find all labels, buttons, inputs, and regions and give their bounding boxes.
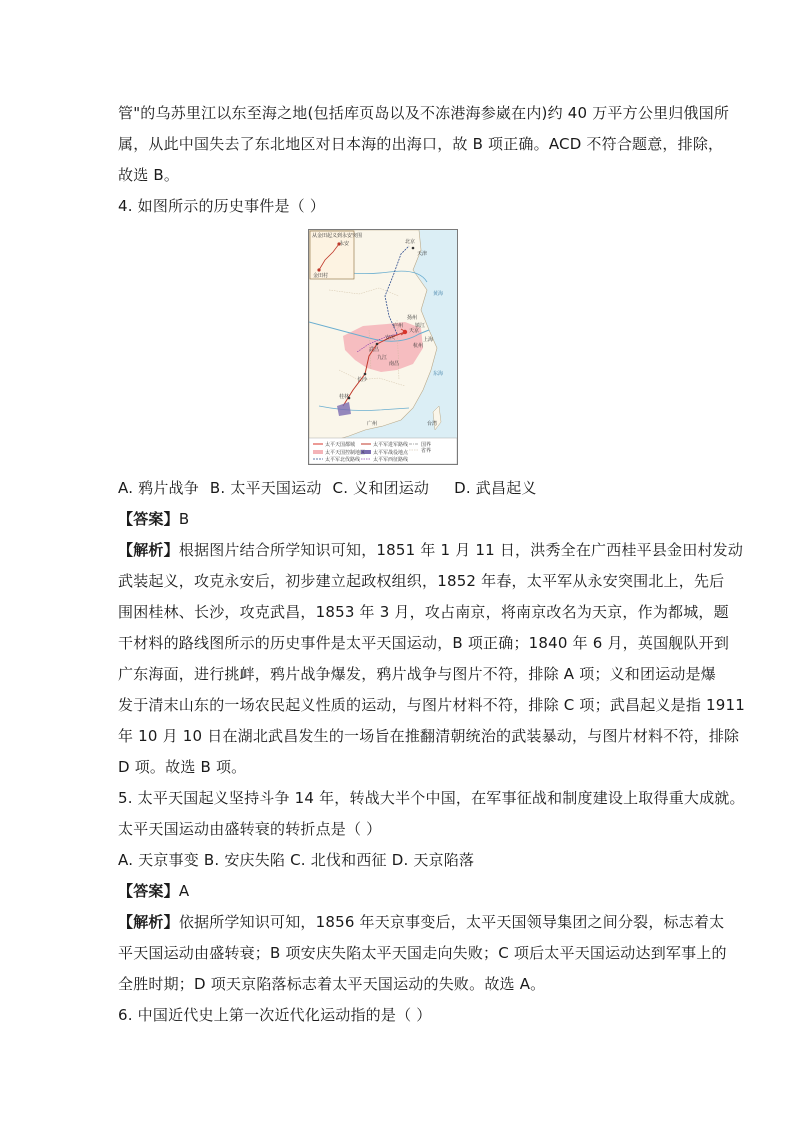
analysis-line: 发于清末山东的一场农民起义性质的运动，与图片材料不符，排除 C 项；武昌起义是指 1911	[118, 696, 745, 714]
map-label: 庐州	[393, 323, 404, 329]
analysis-line: D 项。故选 B 项。	[118, 758, 247, 776]
question-4-answer	[118, 509, 189, 529]
map-legend-item: 太平军北伐路线	[325, 457, 361, 463]
map-label: 南昌	[389, 361, 400, 367]
map-label: 镇江	[415, 323, 426, 329]
analysis-tag: 【解析】	[118, 913, 179, 931]
option-d: D. 天京陷落	[391, 851, 475, 869]
text-line: 属，从此中国失去了东北地区对日本海的出海口，故 B 项正确。ACD 不符合题意，排除，	[118, 135, 724, 153]
question-5-stem: 太平天国运动由盛转衰的转折点是（ ）	[118, 820, 382, 838]
map-legend-item: 太平军战役地点	[373, 450, 409, 456]
question-5-options	[118, 850, 474, 870]
option-c: C. 北伐和西征	[290, 851, 387, 869]
option-a: A. 天京事变	[118, 851, 199, 869]
question-5-stem: 5. 太平天国起义坚持斗争 14 年，转战大半个中国，在军事征战和制度建设上取得重大成就。	[118, 789, 745, 807]
option-c: C. 义和团运动	[332, 479, 430, 497]
map-label: 安庆	[385, 335, 396, 341]
map-legend-item: 太平天国控制地区	[325, 450, 366, 456]
analysis-tag: 【解析】	[118, 541, 179, 559]
map-label: 广州	[367, 421, 378, 427]
map-label: 北京	[405, 239, 416, 245]
analysis-line: 【解析】根据图片结合所学知识可知，1851 年 1 月 11 日，洪秀全在广西桂平县金田村发动	[118, 541, 744, 559]
map-label: 上海	[423, 337, 434, 343]
map-label: 黄海	[433, 291, 444, 297]
analysis-line: 全胜时期；D 项天京陷落标志着太平天国运动的失败。故选 A。	[118, 975, 546, 993]
map-label: 天津	[417, 251, 428, 257]
map-label: 长沙	[357, 377, 368, 383]
analysis-line: 围困桂林、长沙，攻克武昌，1853 年 3 月，攻占南京，将南京改名为天京，作为都城，题	[118, 603, 729, 621]
map-legend-item: 国界	[421, 442, 432, 448]
answer-tag: 【答案】	[118, 882, 179, 900]
analysis-line: 【解析】依据所学知识可知，1856 年天京事变后，太平天国领导集团之间分裂，标志着太	[118, 913, 725, 931]
question-6-stem: 6. 中国近代史上第一次近代化运动指的是（ ）	[118, 1006, 432, 1024]
map-label: 东海	[433, 371, 444, 377]
text-line: 管"的乌苏里江以东至海之地(包括库页岛以及不冻港海参崴在内)约 40 万平方公里归俄国所	[118, 104, 730, 122]
map-label: 永安	[339, 241, 350, 247]
map-inset-title: 从金田起义到永安突围	[312, 233, 363, 239]
map-label: 九江	[377, 355, 388, 361]
answer-value: A	[178, 882, 190, 900]
answer-tag: 【答案】	[118, 510, 179, 528]
map-label: 武昌	[369, 347, 380, 353]
analysis-line: 干材料的路线图所示的历史事件是太平天国运动，B 项正确；1840 年 6 月，英国舰队开到	[118, 634, 730, 652]
question-4-stem: 4. 如图所示的历史事件是（ ）	[118, 197, 326, 215]
map-drawing	[309, 230, 457, 464]
map-label: 台湾	[427, 421, 438, 427]
map-label: 桂林	[339, 394, 350, 400]
map-legend-item: 太平军进军路线	[373, 442, 409, 448]
map-label: 金田村	[313, 273, 329, 279]
map-legend-item: 省界	[421, 448, 432, 454]
text-line: 故选 B。	[118, 166, 180, 184]
map-legend-item: 太平军西征路线	[373, 457, 409, 463]
option-a: A. 鸦片战争	[118, 479, 199, 497]
option-b: B. 太平天国运动	[209, 479, 322, 497]
analysis-line: 广东海面，进行挑衅，鸦片战争爆发，鸦片战争与图片不符，排除 A 项；义和团运动是爆	[118, 665, 717, 683]
map-legend-item: 太平天国都城	[325, 442, 356, 448]
taiping-route-map	[308, 229, 458, 465]
option-d: D. 武昌起义	[454, 479, 537, 497]
map-label: 扬州	[407, 315, 418, 321]
question-4-options	[118, 478, 537, 498]
map-label: 天京	[409, 328, 420, 334]
map-label: 杭州	[413, 343, 424, 349]
answer-value: B	[178, 510, 190, 528]
analysis-line: 年 10 月 10 日在湖北武昌发生的一场旨在推翻清朝统治的武装暴动，与图片材料不符，排除	[118, 727, 740, 745]
analysis-line: 平天国运动由盛转衰；B 项安庆失陷太平天国走向失败；C 项后太平天国运动达到军事上的	[118, 944, 727, 962]
option-b: B. 安庆失陷	[203, 851, 286, 869]
analysis-line: 武装起义，攻克永安后，初步建立起政权组织，1852 年春，太平军从永安突围北上，先后	[118, 572, 725, 590]
question-5-answer	[118, 881, 189, 901]
